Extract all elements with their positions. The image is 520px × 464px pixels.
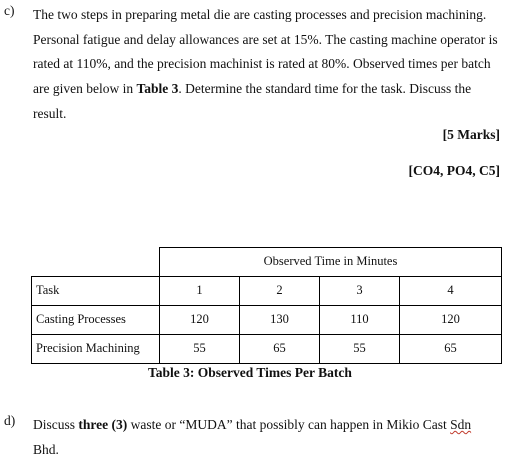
table-group-header-row [32, 248, 502, 277]
table-cell: 55 [160, 334, 240, 363]
question-d-text [33, 413, 500, 462]
table-cell: 65 [240, 334, 320, 363]
table-row-label: Casting Processes [32, 305, 160, 334]
table-corner-cell [32, 248, 160, 277]
table-header-col: 3 [320, 276, 400, 305]
table-header-task: Task [32, 276, 160, 305]
course-outcomes-label: [CO4, PO4, C5] [408, 163, 500, 178]
table-cell: 65 [400, 334, 502, 363]
table-header-col: 4 [400, 276, 502, 305]
observed-times-table [31, 247, 502, 364]
question-c-text-part2: . Determine the standard time for the task. Discuss the result. [33, 81, 472, 121]
table-cell: 55 [320, 334, 400, 363]
question-d-text-part3: Bhd. [33, 441, 59, 457]
table-header-col: 1 [160, 276, 240, 305]
question-d-label: d) [4, 413, 16, 428]
table-cell: 110 [320, 305, 400, 334]
question-d-text-part2: waste or “MUDA” that possibly can happen in Mikio Cast [127, 417, 451, 432]
question-d-text-part1: Discuss [33, 417, 79, 432]
question-d-bold: three (3) [78, 417, 128, 432]
marks-label: [5 Marks] [442, 127, 500, 142]
table-caption: Table 3: Observed Times Per Batch [148, 365, 352, 380]
question-c-text-part1: The two steps in preparing metal die are casting processes and precision machining. Personal fatigue and delay allowances are set at 15%. The casting machine operator is rated at 110%, and the precision machinist is rated at 80%. Observed times per batch are given below in [33, 7, 498, 97]
table-row [32, 334, 502, 363]
table-cell: 120 [160, 305, 240, 334]
question-c-label: c) [4, 3, 15, 18]
table-header-col: 2 [240, 276, 320, 305]
table-cell: 120 [400, 305, 502, 334]
table-reference: Table 3 [136, 81, 179, 97]
table-row-label: Precision Machining [32, 334, 160, 363]
table-group-header: Observed Time in Minutes [160, 248, 502, 277]
spellcheck-flagged-word: Sdn [450, 417, 472, 432]
table-header-row [32, 276, 502, 305]
table-cell: 130 [240, 305, 320, 334]
table-row [32, 305, 502, 334]
question-c-text [33, 3, 500, 127]
